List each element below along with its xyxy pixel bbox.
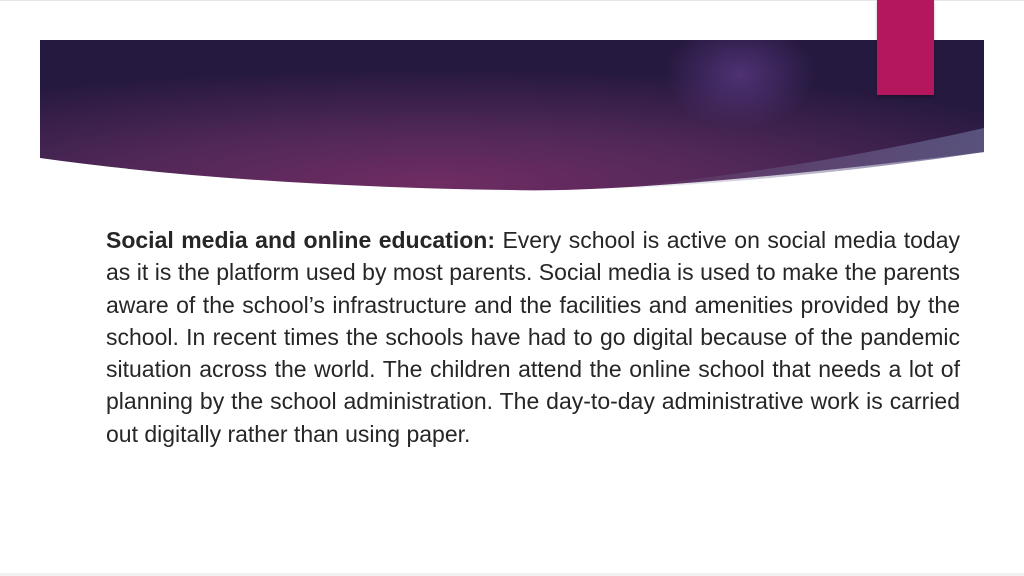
accent-tab [877,0,934,95]
body-paragraph [106,224,960,450]
lead-heading: Social media and online education: [106,227,495,253]
top-divider [0,0,1024,1]
header-banner [40,40,984,192]
body-text: Every school is active on social media today as it is the platform used by most parents. Social media is used to make the parents aware of the school’s infrastructure and the facilities and amenities provided by the school. In recent times the schools have had to go digital because of the pandemic situation across the world. The children attend the online school that needs a lot of planning by the school administration. The day-to-day administrative work is carried out digitally rather than using paper. [106,227,961,447]
banner-graphic [40,40,984,192]
